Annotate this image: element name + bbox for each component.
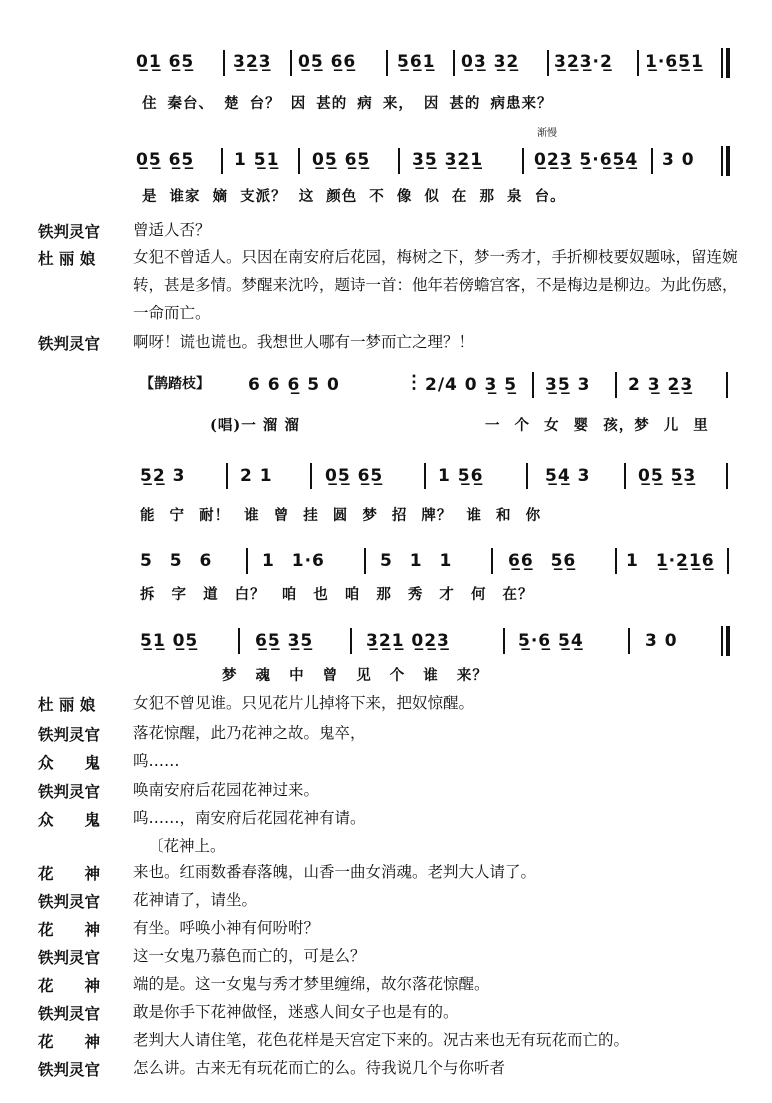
speaker: 铁判灵官 (38, 1060, 101, 1079)
measure: 3̲2̲3̲·2̲ (554, 52, 613, 72)
measure: 0̲5̲ 6̲5̲ (312, 150, 371, 170)
dialogue-text: 落花惊醒，此乃花神之故。鬼卒， (133, 724, 366, 742)
dialogue-text: 怎么讲。古来无有玩花而亡的么。待我说几个与你听者 (133, 1059, 506, 1077)
stage-direction: 〔花神上。 (148, 837, 226, 855)
measure: 1 1·6 (262, 551, 325, 571)
measure: 0̲5̲ 6̲5̲ (325, 466, 384, 486)
measure: 1 1̲·2̲1̲6̲ (626, 551, 715, 571)
measure: 6 6 6̲ 5 0 (248, 375, 340, 395)
speaker: 众 鬼 (38, 753, 101, 772)
speaker: 铁判灵官 (38, 782, 101, 801)
dialogue-text: 花神请了，请坐。 (133, 891, 258, 909)
lyrics: 是 谁家 嫡 支派？ 这 颜色 不 像 似 在 那 泉 台。 (142, 188, 566, 205)
measure: 5 1 1 (380, 551, 453, 571)
dialogue-text: 来也。红雨数番春落魄，山香一曲女消魂。老判大人请了。 (133, 863, 537, 881)
measure: 1 5̲1̲ (234, 150, 280, 170)
dialogue-text: 老判大人请住笔，花色花样是天宫定下来的。况古来也无有玩花而亡的。 (133, 1031, 630, 1049)
measure: 0̲5̲ 5̲3̲ (638, 466, 697, 486)
repeat-sign: ⋮ (405, 372, 423, 393)
lyrics: 住 秦台、 楚 台？ 因 甚的 病 来， 因 甚的 病患来？ (142, 95, 553, 112)
lyrics: 拆 字 道 白？ 咱 也 咱 那 秀 才 何 在？ (140, 586, 534, 603)
dialogue-text: 啊呀！谎也谎也。我想世人哪有一梦而亡之理？！ (133, 333, 475, 351)
tune-name: 【鹊踏枝】 (140, 376, 210, 392)
lyrics: 一 个 女 婴 孩，梦 儿 里 (485, 417, 709, 434)
speaker: 花 神 (38, 920, 101, 939)
speaker: 铁判灵官 (38, 725, 101, 744)
speaker: 铁判灵官 (38, 948, 101, 967)
dialogue-text: 有坐。呼唤小神有何吩咐？ (133, 919, 320, 937)
lyrics: 能 宁 耐！ 谁 曾 挂 圆 梦 招 牌？ 谁 和 你 (140, 507, 542, 524)
dialogue-text: 唤南安府后花园花神过来。 (133, 781, 320, 799)
measure: 0̲2̲3̲ 5̲·6̲5̲4̲ (534, 150, 639, 170)
measure: 3̲2̲1̲ 0̲2̲3̲ (366, 631, 450, 651)
speaker: 众 鬼 (38, 810, 101, 829)
measure: 5̲2̲ 3 (140, 466, 186, 486)
lyrics: 梦 魂 中 曾 见 个 谁 来？ (222, 667, 488, 684)
dialogue-text: 女犯不曾适人。只因在南安府后花园，梅树之下，梦一秀才，手折柳枝要奴题咏，留连婉转，甚是多情。梦醒来沈吟，题诗一首：他年若傍蟾宫客，不是梅边是柳边。为此伤感，一命而亡。 (133, 248, 738, 322)
measure: 1̲·6̲5̲1̲ (645, 52, 704, 72)
dialogue-text: 端的是。这一女鬼与秀才梦里缠绵，故尔落花惊醒。 (133, 975, 490, 993)
measure: 5̲·6̲ 5̲4̲ (518, 631, 584, 651)
speaker: 杜 丽 娘 (38, 249, 96, 268)
dialogue-text: 女犯不曾见谁。只见花片儿掉将下来，把奴惊醒。 (133, 694, 475, 712)
tempo-mark: 渐慢 (537, 128, 557, 139)
measure: 5̲1̲ 0̲5̲ (140, 631, 199, 651)
speaker: 花 神 (38, 976, 101, 995)
measure: 2 3̲ 2̲3̲ (628, 375, 694, 395)
speaker: 铁判灵官 (38, 1004, 101, 1023)
speaker: 铁判灵官 (38, 222, 101, 241)
dialogue-text: 这一女鬼乃慕色而亡的，可是么？ (133, 947, 366, 965)
measure: 0̲5̲ 6̲6̲ (298, 52, 357, 72)
measure: 0̲1̲ 6̲5̲ (136, 52, 195, 72)
dialogue-text: 曾适人否？ (133, 221, 211, 239)
measure: 0̲3̲ 3̲2̲ (461, 52, 520, 72)
measure: 3 0 (662, 150, 695, 170)
measure: 3̲5̲ 3̲2̲1̲ (412, 150, 484, 170)
measure: 3 0 (645, 631, 678, 651)
measure: 1 5̲6̲ (438, 466, 484, 486)
measure: 2/4 0 3̲ 5̲ (425, 375, 518, 395)
dialogue-text: 呜……，南安府后花园花神有请。 (133, 809, 366, 827)
speaker: 花 神 (38, 864, 101, 883)
measure: 2 1 (240, 466, 273, 486)
measure: 0̲5̲ 6̲5̲ (136, 150, 195, 170)
speaker: 铁判灵官 (38, 892, 101, 911)
dialogue-text: 呜…… (133, 752, 180, 770)
measure: 3̲2̲3̲ (233, 52, 272, 72)
measure: 3̲5̲ 3 (545, 375, 591, 395)
speaker: 铁判灵官 (38, 334, 101, 353)
speaker: 花 神 (38, 1032, 101, 1051)
measure: 5 5 6 (140, 551, 213, 571)
sing-marker: (唱)一 溜 溜 (210, 417, 300, 434)
speaker: 杜 丽 娘 (38, 695, 96, 714)
measure: 5̲4̲ 3 (545, 466, 591, 486)
measure: 6̲6̲ 5̲6̲ (508, 551, 577, 571)
dialogue-text: 敢是你手下花神做怪，迷惑人间女子也是有的。 (133, 1003, 459, 1021)
measure: 6̲5̲ 3̲5̲ (255, 631, 314, 651)
measure: 5̲6̲1̲ (397, 52, 436, 72)
